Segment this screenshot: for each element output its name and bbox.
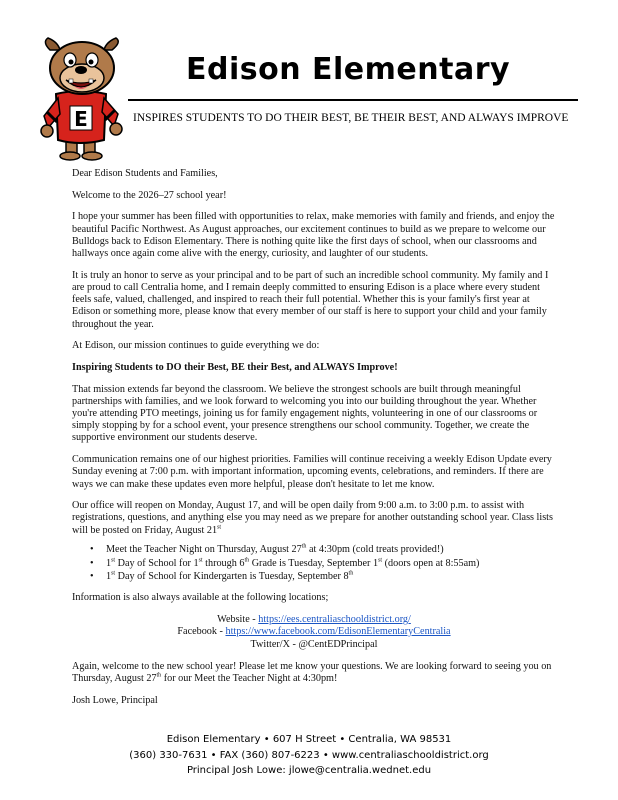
list-item: • 1st Day of School for 1st through 6th Grade is Tuesday, September 1st (doors open at 8:55am) — [90, 558, 556, 570]
school-name-title: Edison Elementary — [186, 52, 511, 87]
bulldog-mascot-icon — [34, 36, 130, 162]
letter-paragraph-office: Our office will reopen on Monday, August 17, and will be open daily from 9:00 a.m. to 3:00 p.m. to assist with registrations, questions, and anything else you may need as we prepare for another outstanding school year. Class lists will be posted on Friday, August 21st — [72, 500, 553, 536]
mission-statement: Inspiring Students to DO their Best, BE their Best, and ALWAYS Improve! — [72, 361, 398, 373]
letter-body — [72, 168, 556, 717]
twitter-row: Twitter/X - @CentEDPrincipal — [250, 638, 378, 650]
facebook-link[interactable]: https://www.facebook.com/EdisonElementaryCentralia — [225, 626, 451, 638]
footer-address: Edison Elementary • 607 H Street • Centralia, WA 98531 — [166, 734, 452, 745]
header-rule — [128, 99, 578, 101]
letter-welcome: Welcome to the 2026–27 school year! — [72, 189, 227, 201]
footer-principal-email: Principal Josh Lowe: jlowe@centralia.wednet.edu — [186, 765, 432, 776]
page-footer — [0, 732, 618, 779]
letter-greeting: Dear Edison Students and Families, — [72, 168, 218, 179]
letter-paragraph-summer: I hope your summer has been filled with opportunities to relax, make memories with family and friends, and enjoy the beautiful Pacific Northwest. As August approaches, our excitement continues to build as we prepare to welcome our Bulldogs back to Edison Elementary. There is nothing quite like the first days of school, when our classrooms and hallways once again come alive with the energy, curiosity, and laughter of our students. — [72, 211, 555, 260]
website-row: Website - https://ees.centraliaschooldistrict.org/ — [217, 613, 411, 625]
contact-links — [72, 614, 556, 651]
info-intro: Information is also always available at the following locations; — [72, 591, 329, 603]
school-tagline: INSPIRES STUDENTS TO DO THEIR BEST, BE THEIR BEST, AND ALWAYS IMPROVE — [133, 112, 569, 124]
list-item: • Meet the Teacher Night on Thursday, August 27th at 4:30pm (cold treats provided!) — [90, 544, 556, 556]
jersey-letter: E — [74, 107, 88, 131]
letter-paragraph-partnerships: That mission extends far beyond the classroom. We believe the strongest schools are built through meaningful partnerships with families, and we look forward to welcoming you into our building throughout the year. Whether you're attending PTO meetings, joining us for family engagement nights, volunteering in one of our classrooms or simply stopping by for a school event, your presence strengthens our school community. Together, we create the supportive environment our students deserve. — [72, 383, 538, 444]
letter-paragraph-honor: It is truly an honor to serve as your principal and to be part of such an incredible school community. My family and I are proud to call Centralia home, and I remain deeply committed to ensuring Edison is a place where every student feels safe, valued, challenged, and inspired to reach their full potential. Whether this is your family's first year at Edison or something more, please know that every member of our staff is here to support your child and your family throughout the year. — [72, 269, 549, 330]
facebook-row: Facebook - https://www.facebook.com/EdisonElementaryCentralia — [177, 626, 451, 638]
letter-paragraph-mission-intro: At Edison, our mission continues to guide everything we do: — [72, 340, 320, 352]
website-link[interactable]: https://ees.centraliaschooldistrict.org/ — [258, 613, 411, 625]
letter-signature: Josh Lowe, Principal — [72, 694, 158, 706]
letter-paragraph-communication: Communication remains one of our highest priorities. Families will continue receiving a weekly Edison Update every Sunday evening at 7:00 p.m. with important information, upcoming events, celebrations, and reminders. If there are ways we can make these updates even more helpful, please don't hesitate to let me know. — [72, 454, 552, 490]
list-item: • 1st Day of School for Kindergarten is Tuesday, September 8th — [90, 571, 556, 583]
key-dates-list — [72, 544, 556, 583]
footer-phone-web: (360) 330-7631 • FAX (360) 807-6223 • www.centraliaschooldistrict.org — [129, 749, 489, 761]
letter-closing: Again, welcome to the new school year! Please let me know your questions. We are looking forward to seeing you on Thursday, August 27th for our Meet the Teacher Night at 4:30pm! — [72, 660, 552, 685]
